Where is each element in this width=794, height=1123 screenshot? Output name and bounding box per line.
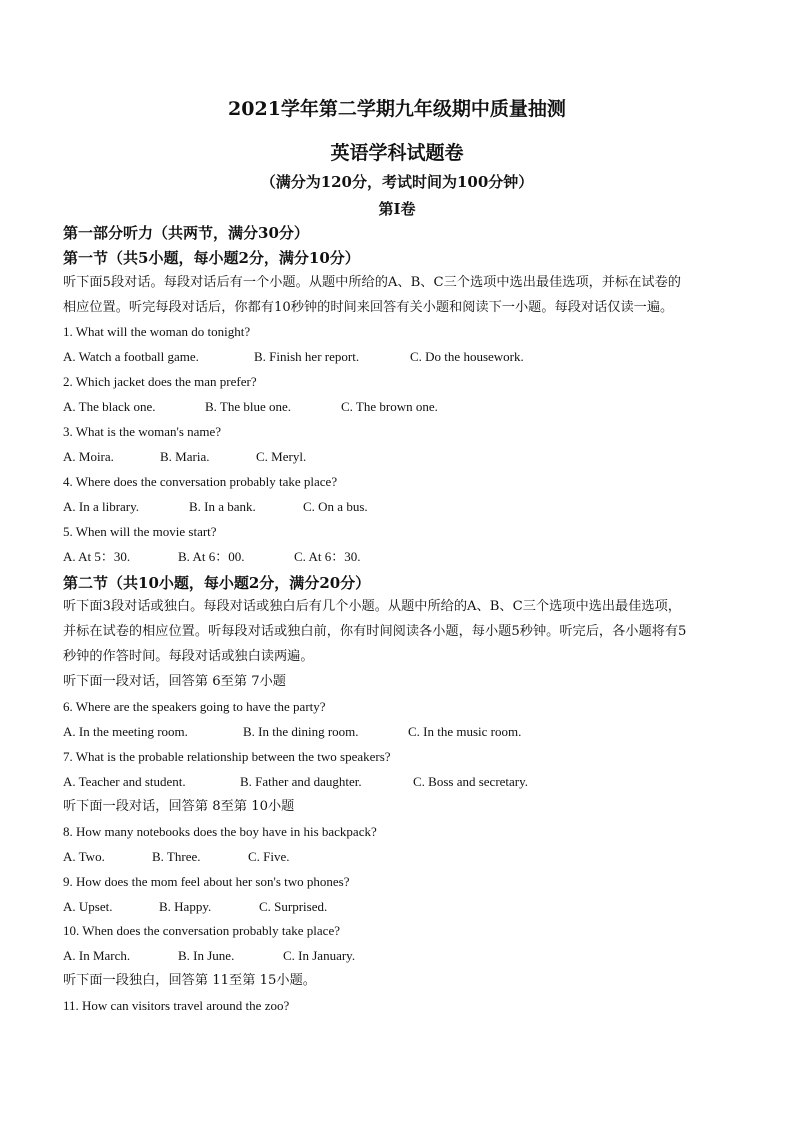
option-c: C. Do the housework. xyxy=(410,349,524,364)
question-text: 7. What is the probable relationship between the two speakers? xyxy=(63,749,391,764)
question-text: 1. What will the woman do tonight? xyxy=(63,324,251,339)
option-c: C. In the music room. xyxy=(408,724,522,739)
section1-instruction-line: 听下面5段对话。每段对话后有一个小题。从题中所给的A、B、C三个选项中选出最佳选项，并标在试卷的 xyxy=(63,275,681,290)
option-c: C. At 6：30. xyxy=(294,549,361,564)
option-b: B. Happy. xyxy=(159,899,212,914)
section2-instruction-line: 并标在试卷的相应位置。听每段对话或独白前，你有时间阅读各小题，每小题5秒钟。听完后，各小题将有5 xyxy=(63,624,687,639)
option-b: B. In the dining room. xyxy=(243,724,359,739)
group-instruction: 听下面一段对话，回答第 6至第 7小题 xyxy=(63,674,286,689)
question-text: 3. What is the woman's name? xyxy=(63,424,222,439)
section1-instruction-line: 相应位置。听完每段对话后，你都有10秒钟的时间来回答有关小题和阅读下一小题。每段对话仅读一遍。 xyxy=(63,300,674,315)
part1-heading: 第一部分听力（共两节，满分30分） xyxy=(63,224,309,242)
option-a: A. Moira. xyxy=(63,449,114,464)
option-b: B. In a bank. xyxy=(189,499,256,514)
option-c: C. The brown one. xyxy=(341,399,438,414)
option-c: C. In January. xyxy=(283,948,356,963)
option-b: B. Maria. xyxy=(160,449,210,464)
option-b: B. Father and daughter. xyxy=(240,774,362,789)
question-text: 4. Where does the conversation probably take place? xyxy=(63,474,338,489)
question-text: 11. How can visitors travel around the zoo? xyxy=(63,998,290,1013)
option-b: B. Finish her report. xyxy=(254,349,360,364)
group-instruction: 听下面一段独白，回答第 11至第 15小题。 xyxy=(63,973,316,988)
option-a: A. Two. xyxy=(63,849,105,864)
exam-subtitle: 英语学科试题卷 xyxy=(330,142,464,164)
option-c: C. On a bus. xyxy=(303,499,368,514)
option-c: C. Meryl. xyxy=(256,449,307,464)
option-b: B. The blue one. xyxy=(205,399,292,414)
question-text: 10. When does the conversation probably take place? xyxy=(63,923,340,938)
question-text: 9. How does the mom feel about her son's two phones? xyxy=(63,874,350,889)
option-a: A. The black one. xyxy=(63,399,156,414)
option-a: A. Teacher and student. xyxy=(63,774,186,789)
option-a: A. In a library. xyxy=(63,499,140,514)
option-c: C. Boss and secretary. xyxy=(413,774,529,789)
section2-heading: 第二节（共10小题，每小题2分，满分20分） xyxy=(63,574,371,592)
group-instruction: 听下面一段对话，回答第 8至第 10小题 xyxy=(63,799,295,814)
option-c: C. Surprised. xyxy=(259,899,328,914)
question-text: 6. Where are the speakers going to have the party? xyxy=(63,699,326,714)
question-text: 8. How many notebooks does the boy have in his backpack? xyxy=(63,824,377,839)
option-b: B. Three. xyxy=(152,849,201,864)
score-note: （满分为120分，考试时间为100分钟） xyxy=(260,173,534,191)
option-b: B. In June. xyxy=(178,948,235,963)
option-a: A. In the meeting room. xyxy=(63,724,188,739)
exam-title: 2021学年第二学期九年级期中质量抽测 xyxy=(228,98,566,120)
option-a: A. At 5：30. xyxy=(63,549,131,564)
option-c: C. Five. xyxy=(248,849,290,864)
option-a: A. Upset. xyxy=(63,899,113,914)
volume-label: 第I卷 xyxy=(378,200,416,218)
section1-heading: 第一节（共5小题，每小题2分，满分10分） xyxy=(63,249,360,267)
option-b: B. At 6：00. xyxy=(178,549,245,564)
question-text: 2. Which jacket does the man prefer? xyxy=(63,374,257,389)
option-a: A. Watch a football game. xyxy=(63,349,199,364)
question-text: 5. When will the movie start? xyxy=(63,524,217,539)
section2-instruction-line: 秒钟的作答时间。每段对话或独白读两遍。 xyxy=(63,649,314,664)
section2-instruction-line: 听下面3段对话或独白。每段对话或独白后有几个小题。从题中所给的A、B、C三个选项中选出最佳选项， xyxy=(63,599,681,614)
option-a: A. In March. xyxy=(63,948,131,963)
